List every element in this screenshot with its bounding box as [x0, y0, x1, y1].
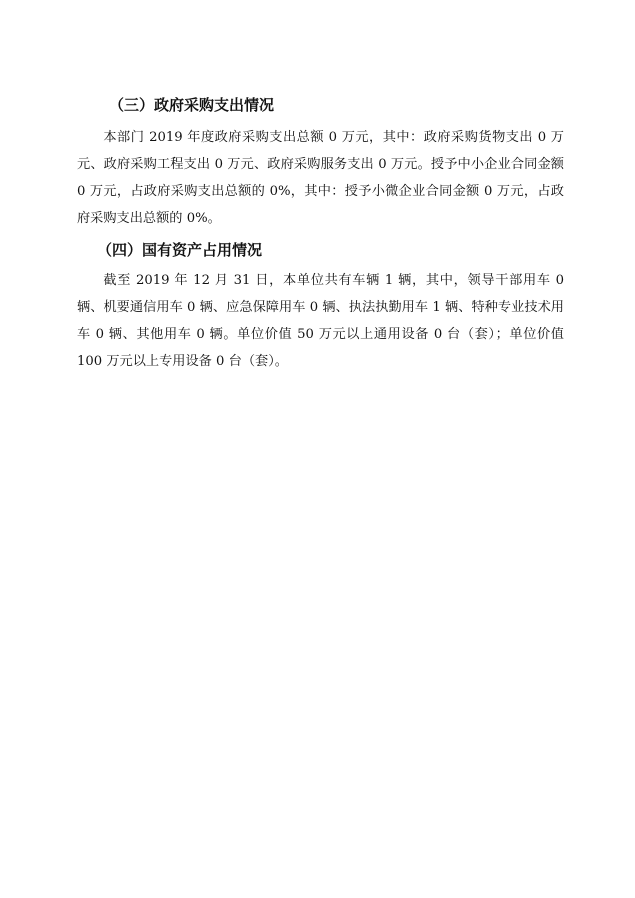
section-heading-state-assets: （四）国有资产占用情况 — [97, 241, 263, 259]
paragraph-state-assets: 截至 2019 年 12 月 31 日，本单位共有车辆 1 辆，其中，领导干部用车 0 辆、机要通信用车 0 辆、应急保障用车 0 辆、执法执勤用车 1 辆、特种专业技术用车 0 辆、其他用车 0 辆。单位价值 50 万元以上通用设备 0 台（套）；单位价值 100 万元以上专用设备 0 台（套）。 — [77, 273, 564, 369]
paragraph-government-procurement: 本部门 2019 年度政府采购支出总额 0 万元，其中：政府采购货物支出 0 万元、政府采购工程支出 0 万元、政府采购服务支出 0 万元。授予中小企业合同金额 0 万元，占政府采购支出总额的 0%，其中：授予小微企业合同金额 0 万元，占政府采购支出总额的 0%。 — [77, 130, 564, 226]
document-body — [77, 92, 564, 375]
section-heading-government-procurement: （三）政府采购支出情况 — [109, 96, 275, 114]
